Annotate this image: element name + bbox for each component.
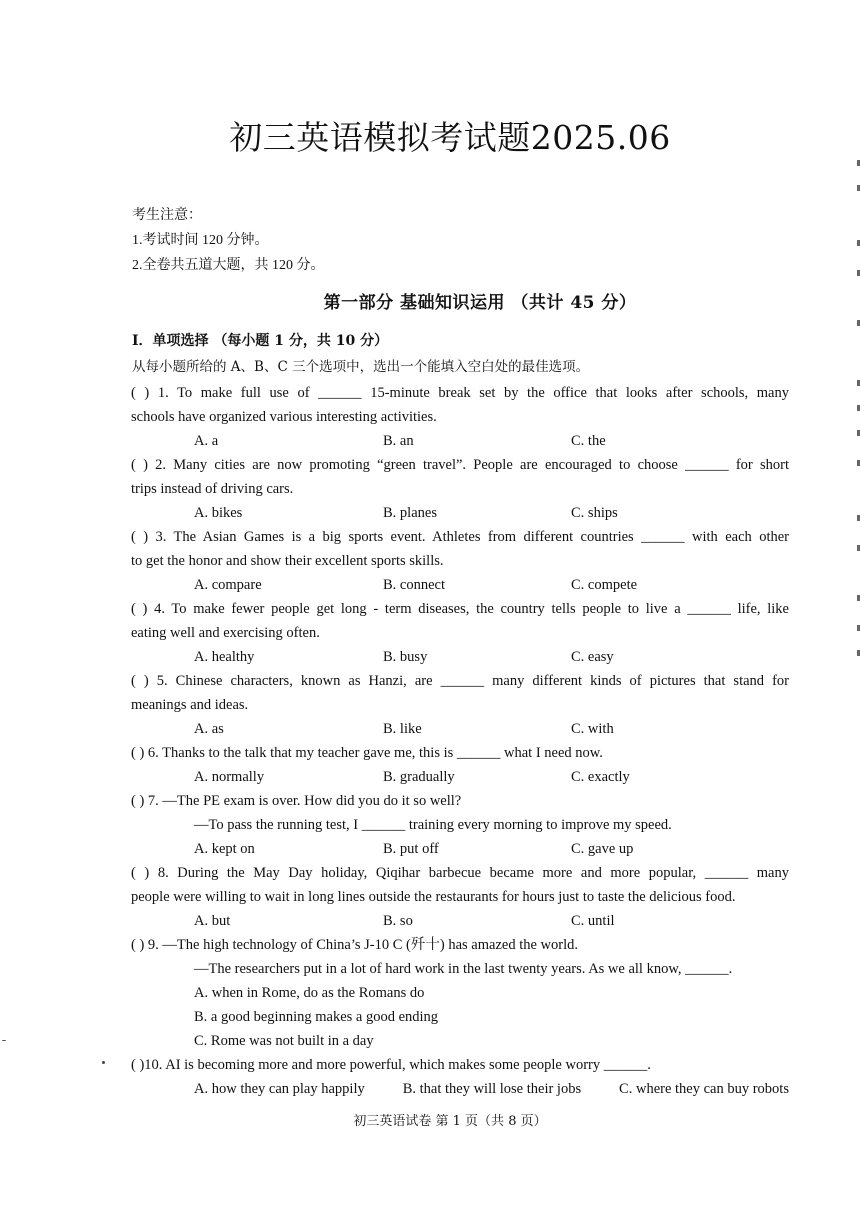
option-b: B. like <box>383 721 422 737</box>
option-b: B. busy <box>383 649 428 665</box>
option-c: C. easy <box>571 649 614 665</box>
option-a: A. a <box>194 433 219 449</box>
question-item <box>131 1053 789 1101</box>
question-text: meanings and ideas. <box>131 697 249 713</box>
option-a: A. bikes <box>194 505 243 521</box>
question-text: ( ) 9. —The high technology of China’s J-10 C (歼十) has amazed the world. <box>131 937 578 953</box>
option-row <box>131 909 789 933</box>
page-footer: 初三英语试卷 第 1 页（共 8 页） <box>353 1114 547 1129</box>
question-item <box>131 453 789 525</box>
option-row <box>131 765 789 789</box>
option-row <box>131 717 789 741</box>
section-title: 第一部分 基础知识运用 （共计 45 分） <box>323 293 637 313</box>
question-item <box>131 861 789 933</box>
option-row <box>131 837 789 861</box>
option-row <box>131 1077 789 1101</box>
option-c: C. exactly <box>571 769 630 785</box>
option-c: C. Rome was not built in a day <box>194 1033 374 1049</box>
question-item <box>131 381 789 453</box>
option-b: B. a good beginning makes a good ending <box>194 1009 439 1025</box>
instruction-text: 从每小题所给的 A、B、C 三个选项中，选出一个能填入空白处的最佳选项。 <box>132 359 590 375</box>
option-row <box>131 573 789 597</box>
option-b: B. an <box>383 433 414 449</box>
candidate-notes <box>132 203 325 278</box>
option-row <box>131 645 789 669</box>
question-text: ( ) 1. To make full use of ______ 15-minute break set by the office that looks after schools, many <box>131 385 789 401</box>
option-a: A. how they can play happily <box>194 1081 365 1097</box>
option-b: B. planes <box>383 505 437 521</box>
option-a: A. normally <box>194 769 265 785</box>
question-text: ( ) 7. —The PE exam is over. How did you do it so well? <box>131 793 462 809</box>
option-a: A. but <box>194 913 231 929</box>
option-c: C. gave up <box>571 841 634 857</box>
option-b: B. that they will lose their jobs <box>402 1081 582 1097</box>
question-item <box>131 933 789 1053</box>
question-list <box>131 381 789 1101</box>
question-text: ( ) 6. Thanks to the talk that my teacher gave me, this is ______ what I need now. <box>131 745 603 761</box>
option-c: C. compete <box>571 577 638 593</box>
question-text: ( ) 4. To make fewer people get long - term diseases, the country tells people to live a ______ life, like <box>131 601 789 617</box>
option-row <box>131 501 789 525</box>
option-b: B. gradually <box>383 769 455 785</box>
question-text: ( )10. AI is becoming more and more powerful, which makes some people worry ______. <box>131 1057 651 1073</box>
dialogue-line: —To pass the running test, I ______ training every morning to improve my speed. <box>194 817 672 833</box>
notes-item: 2.全卷共五道大题，共 120 分。 <box>132 258 325 273</box>
scan-dot <box>2 1040 6 1041</box>
question-text: ( ) 2. Many cities are now promoting “green travel”. People are encouraged to choose ______ for short <box>131 457 789 473</box>
option-c: C. until <box>571 913 615 929</box>
option-b: B. connect <box>383 577 446 593</box>
question-text: ( ) 3. The Asian Games is a big sports event. Athletes from different countries ______ with each other <box>131 529 789 545</box>
question-text: ( ) 8. During the May Day holiday, Qiqihar barbecue became more and more popular, ______ many <box>131 865 789 881</box>
option-a: A. as <box>194 721 224 737</box>
question-item <box>131 789 789 861</box>
notes-label: 考生注意： <box>132 208 202 223</box>
question-text: people were willing to wait in long lines outside the restaurants for hours just to taste the delicious food. <box>131 889 736 905</box>
question-text: schools have organized various interesting activities. <box>131 409 437 425</box>
question-text: ( ) 5. Chinese characters, known as Hanzi, are ______ many different kinds of pictures that stand for <box>131 673 789 689</box>
notes-item: 1.考试时间 120 分钟。 <box>132 233 269 248</box>
question-text: eating well and exercising often. <box>131 625 320 641</box>
exam-title: 初三英语模拟考试题2025.06 <box>229 118 671 157</box>
part-heading: I．单项选择 （每小题 1 分，共 10 分） <box>132 333 389 349</box>
option-a: A. healthy <box>194 649 255 665</box>
option-b: B. put off <box>383 841 439 857</box>
option-c: C. the <box>571 433 606 449</box>
option-a: A. kept on <box>194 841 255 857</box>
scan-dot <box>102 1061 105 1064</box>
option-a: A. compare <box>194 577 262 593</box>
option-row <box>131 429 789 453</box>
option-a: A. when in Rome, do as the Romans do <box>194 985 425 1001</box>
option-c: C. ships <box>571 505 618 521</box>
question-item <box>131 597 789 669</box>
dialogue-line: —The researchers put in a lot of hard work in the last twenty years. As we all know, ______. <box>194 961 733 977</box>
question-item <box>131 669 789 741</box>
question-item <box>131 525 789 597</box>
question-item <box>131 741 789 789</box>
option-c: C. where they can buy robots <box>619 1081 789 1097</box>
question-text: to get the honor and show their excellent sports skills. <box>131 553 444 569</box>
option-b: B. so <box>383 913 413 929</box>
option-c: C. with <box>571 721 614 737</box>
question-text: trips instead of driving cars. <box>131 481 294 497</box>
